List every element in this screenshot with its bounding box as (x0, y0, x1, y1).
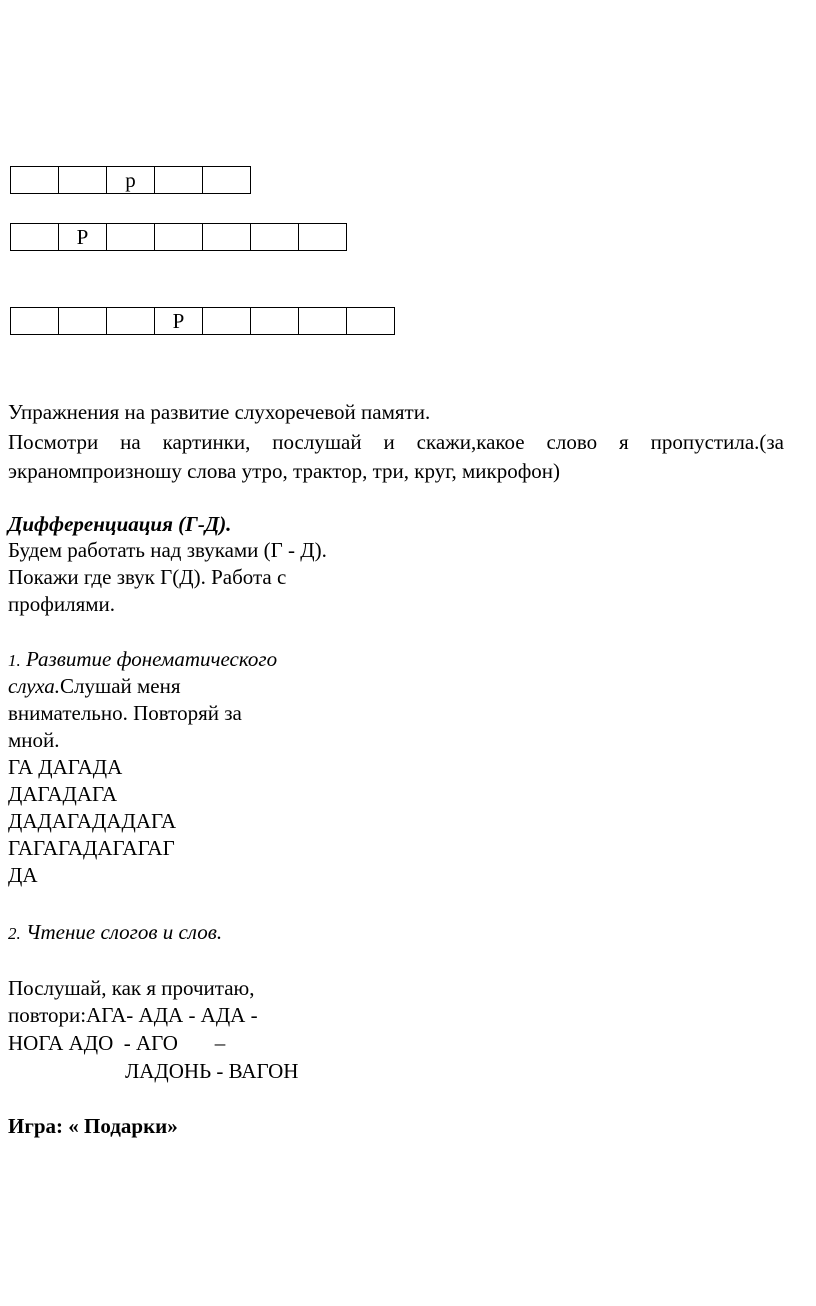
section-2-number: 2. (8, 924, 21, 943)
grid-cell (107, 224, 155, 251)
letter-grid-3 (10, 307, 395, 335)
exercise-text-line-2: экраномпроизношу слова утро, трактор, три, круг, микрофон) (8, 459, 561, 483)
grid-cell (11, 167, 59, 194)
grid-cell: Р (59, 224, 107, 251)
differentiation-line: Будем работать над звуками (Г - Д). (8, 538, 327, 562)
section-2-line: Послушай, как я прочитаю, (8, 976, 255, 1000)
section-1-title (8, 646, 277, 674)
section-1-line: внимательно. Повторяй за (8, 701, 242, 725)
section-1-instruction: Слушай меня (60, 674, 181, 698)
section-2-line: повтори:АГА- АДА - АДА - (8, 1003, 258, 1027)
grid-cell (299, 224, 347, 251)
letter-grid-2 (10, 223, 347, 251)
grid-cell (299, 308, 347, 335)
differentiation-heading: Дифференциация (Г-Д). (8, 512, 232, 536)
letter-grid-1 (10, 166, 251, 194)
section-2-line: ЛАДОНЬ - ВАГОН (125, 1059, 299, 1083)
section-2-title (8, 919, 222, 947)
grid-cell (203, 224, 251, 251)
grid-cell (251, 224, 299, 251)
exercise-title: Упражнения на развитие слухоречевой памяти. (8, 400, 431, 424)
grid-cell: р (107, 167, 155, 194)
grid-cell (11, 224, 59, 251)
exercise-text-line-1: Посмотри на картинки, послушай и скажи,какое слово я пропустила.(за (8, 430, 784, 454)
grid-cell (203, 167, 251, 194)
grid-cell (11, 308, 59, 335)
section-2-title-text: Чтение слогов и слов. (26, 920, 223, 944)
section-1-title-end: слуха. (8, 674, 61, 698)
grid-cell (203, 308, 251, 335)
section-1-line (8, 673, 181, 700)
syllable-line: ГА ДАГАДА (8, 755, 123, 779)
syllable-line: ДАГАДАГА (8, 782, 118, 806)
section-1-title-text: Развитие фонематического (26, 647, 278, 671)
grid-cell (59, 167, 107, 194)
grid-cell (251, 308, 299, 335)
grid-cell (155, 167, 203, 194)
syllable-line: ГАГАГАДАГАГАГ (8, 836, 175, 860)
syllable-line: ДАДАГАДАДАГА (8, 809, 176, 833)
differentiation-line: профилями. (8, 592, 115, 616)
grid-cell (347, 308, 395, 335)
game-title: Игра: « Подарки» (8, 1114, 178, 1138)
section-2-line: НОГА АДО - АГО – (8, 1031, 226, 1055)
section-1-line: мной. (8, 728, 60, 752)
grid-cell (107, 308, 155, 335)
grid-cell (59, 308, 107, 335)
section-1-number: 1. (8, 651, 21, 670)
grid-cell: Р (155, 308, 203, 335)
differentiation-line: Покажи где звук Г(Д). Работа с (8, 565, 287, 589)
grid-cell (155, 224, 203, 251)
syllable-line: ДА (8, 863, 38, 887)
